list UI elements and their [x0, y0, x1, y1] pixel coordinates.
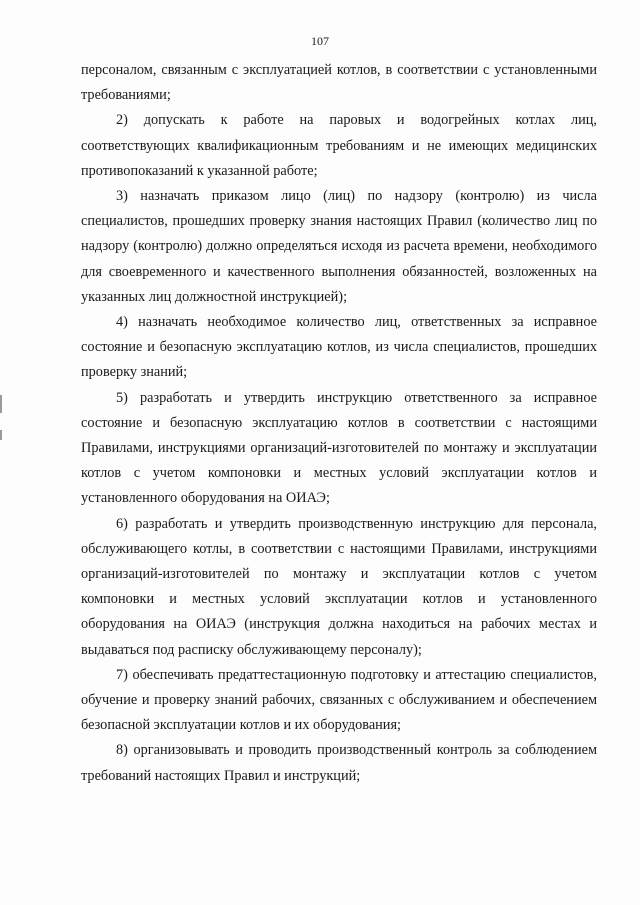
paragraph-item-3: 3) назначать приказом лицо (лиц) по надзору (контролю) из числа специалистов, прошедших проверку знания настоящих Правил (количество лиц по надзору (контролю) должно определяться исходя из расчета времени, необходимого для своевременного и качественного выполнения обязанностей, возложенных на указанных лиц должностной инструкцией); — [81, 188, 597, 305]
paragraph-item-5: 5) разработать и утвердить инструкцию ответственного за исправное состояние и безопасную эксплуатацию котлов в соответствии с настоящими Правилами, инструкциями организаций-изготовителей по монтажу и эксплуатации котлов с учетом компоновки и местных условий эксплуатации котлов и установленного оборудования на ОИАЭ; — [81, 389, 597, 507]
paragraph-item-7: 7) обеспечивать предаттестационную подготовку и аттестацию специалистов, обучение и проверку знаний рабочих, связанных с обслуживанием и обеспечением безопасной эксплуатации котлов и их оборудования; — [81, 666, 597, 734]
page-number: 107 — [311, 34, 329, 48]
scan-edge-mark — [0, 395, 2, 413]
paragraph-item-4: 4) назначать необходимое количество лиц, ответственных за исправное состояние и безопасную эксплуатацию котлов, из числа специалистов, прошедших проверку знаний; — [81, 314, 597, 381]
paragraph-item-6: 6) разработать и утвердить производственную инструкцию для персонала, обслуживающего котлы, в соответствии с настоящими Правилами, инструкциями организаций-изготовителей по монтажу и эксплуатации котлов с учетом компоновки и местных условий эксплуатации котлов и установленного оборудования на ОИАЭ (инструкция должна находиться на рабочих местах и выдаваться под расписку обслуживающему персоналу); — [81, 515, 597, 658]
document-body — [81, 58, 597, 789]
paragraph-continuation: персоналом, связанным с эксплуатацией котлов, в соответствии с установленными требованиями; — [81, 62, 597, 104]
scan-edge-mark — [0, 430, 2, 440]
paragraph-item-8: 8) организовывать и проводить производственный контроль за соблюдением требований настоящих Правил и инструкций; — [81, 742, 597, 784]
paragraph-item-2: 2) допускать к работе на паровых и водогрейных котлах лиц, соответствующих квалификационным требованиям и не имеющих медицинских противопоказаний к указанной работе; — [81, 112, 597, 179]
